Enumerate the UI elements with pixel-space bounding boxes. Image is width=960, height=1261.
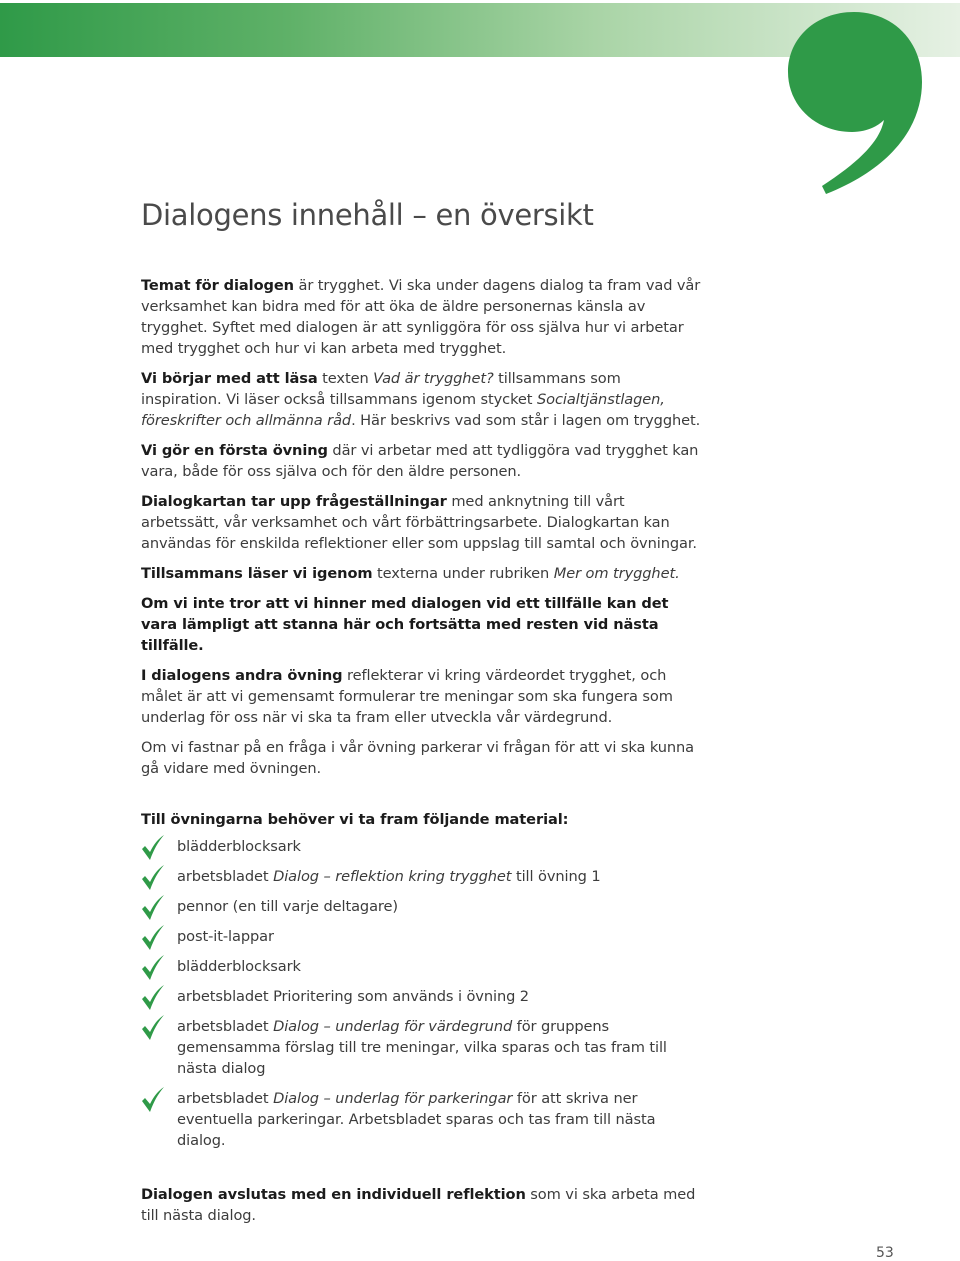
italic-reference: Mer om trygghet. [553,565,680,582]
paragraph-closing [141,1184,701,1226]
main-content [141,275,701,1235]
item-text: post-it-lappar [177,928,274,945]
list-item [141,986,701,1007]
body-text: Om vi fastnar på en fråga i vår övning parkerar vi frågan för att vi ska kunna gå vidare med övningen. [141,739,695,777]
list-item [141,1016,701,1079]
item-text: blädderblocksark [177,958,301,975]
body-text: där vi arbetar med att tydliggöra vad trygghet kan vara, både för oss själva och för den äldre personen. [141,442,699,480]
italic-reference: Dialog – underlag för parkeringar [273,1090,513,1107]
checkmark-icon [141,925,165,951]
list-item [141,926,701,947]
lead-text: Vi gör en första övning [141,442,328,459]
body-text: texten [317,370,374,387]
list-item [141,836,701,857]
body-text: med anknytning till vårt arbetssätt, vår verksamhet och vårt förbättringsarbete. Dialogkartan kan användas för enskilda reflektioner eller som uppslag till samtal och övningar. [141,493,697,552]
checkmark-icon [141,1015,165,1041]
body-text: är trygghet. Vi ska under dagens dialog ta fram vad vår verksamhet kan bidra med för att öka de äldre personernas känsla av trygghet. Syftet med dialogen är att synliggöra för oss själva hur vi arbetar med trygghet och hur vi kan arbeta med trygghet. [141,277,701,357]
paragraph-read-together [141,563,701,584]
checkmark-icon [141,1087,165,1113]
lead-text: Tillsammans läser vi igenom [141,565,373,582]
item-text: arbetsbladet Prioritering som används i övning 2 [177,988,529,1005]
italic-reference: Dialog – reflektion kring trygghet [273,868,512,885]
italic-reference: Socialtjänstlagen, föreskrifter och allmänna råd [141,391,665,429]
paragraph-pause-note [141,593,701,656]
item-text: arbetsbladet [177,1018,274,1035]
paragraph-reading [141,368,701,431]
paragraph-dialog-map [141,491,701,554]
body-text: reflekterar vi kring värdeordet trygghet, och målet är att vi gemensamt formulerar tre meningar som ska fungera som underlag för oss när vi ska ta fram eller utveckla vår värdegrund. [141,667,673,726]
lead-text: Vi börjar med att läsa [141,370,318,387]
checkmark-icon [141,985,165,1011]
item-text: för att skriva ner eventuella parkeringar. Arbetsbladet sparas och tas fram till nästa dialog. [177,1090,656,1149]
body-text: . Här beskrivs vad som står i lagen om trygghet. [351,412,701,429]
lead-text: Temat för dialogen [141,277,294,294]
body-text: tillsammans som inspiration. Vi läser också tillsammans igenom stycket [141,370,621,408]
paragraph-theme [141,275,701,359]
quotation-mark-icon [784,8,926,198]
list-item [141,1088,701,1151]
item-text: arbetsbladet [177,1090,274,1107]
italic-reference: Dialog – underlag för värdegrund [273,1018,513,1035]
page-title: Dialogens innehåll – en översikt [141,198,594,232]
lead-text: Dialogen avslutas med en individuell reflektion [141,1186,526,1203]
item-text: till övning 1 [511,868,601,885]
item-text: för gruppens gemensamma förslag till tre meningar, vilka sparas och tas fram till nästa dialog [177,1018,667,1077]
checkmark-icon [141,865,165,891]
materials-list [141,836,701,1151]
paragraph-first-exercise [141,440,701,482]
item-text: pennor (en till varje deltagare) [177,898,398,915]
list-item [141,866,701,887]
lead-text: Dialogkartan tar upp frågeställningar [141,493,447,510]
paragraph-second-exercise [141,665,701,728]
item-text: blädderblocksark [177,838,301,855]
materials-heading: Till övningarna behöver vi ta fram följande material: [141,811,569,828]
item-text: arbetsbladet [177,868,274,885]
lead-text: I dialogens andra övning [141,667,343,684]
checkmark-icon [141,835,165,861]
italic-reference: Vad är trygghet? [373,370,494,387]
bold-note: Om vi inte tror att vi hinner med dialogen vid ett tillfälle kan det vara lämpligt att stanna här och fortsätta med resten vid nästa tillfälle. [141,595,669,654]
list-item [141,896,701,917]
checkmark-icon [141,895,165,921]
list-item [141,956,701,977]
checkmark-icon [141,955,165,981]
paragraph-parking [141,737,701,779]
page-number: 53 [876,1245,894,1261]
body-text: texterna under rubriken [372,565,554,582]
body-text: som vi ska arbeta med till nästa dialog. [141,1186,696,1224]
